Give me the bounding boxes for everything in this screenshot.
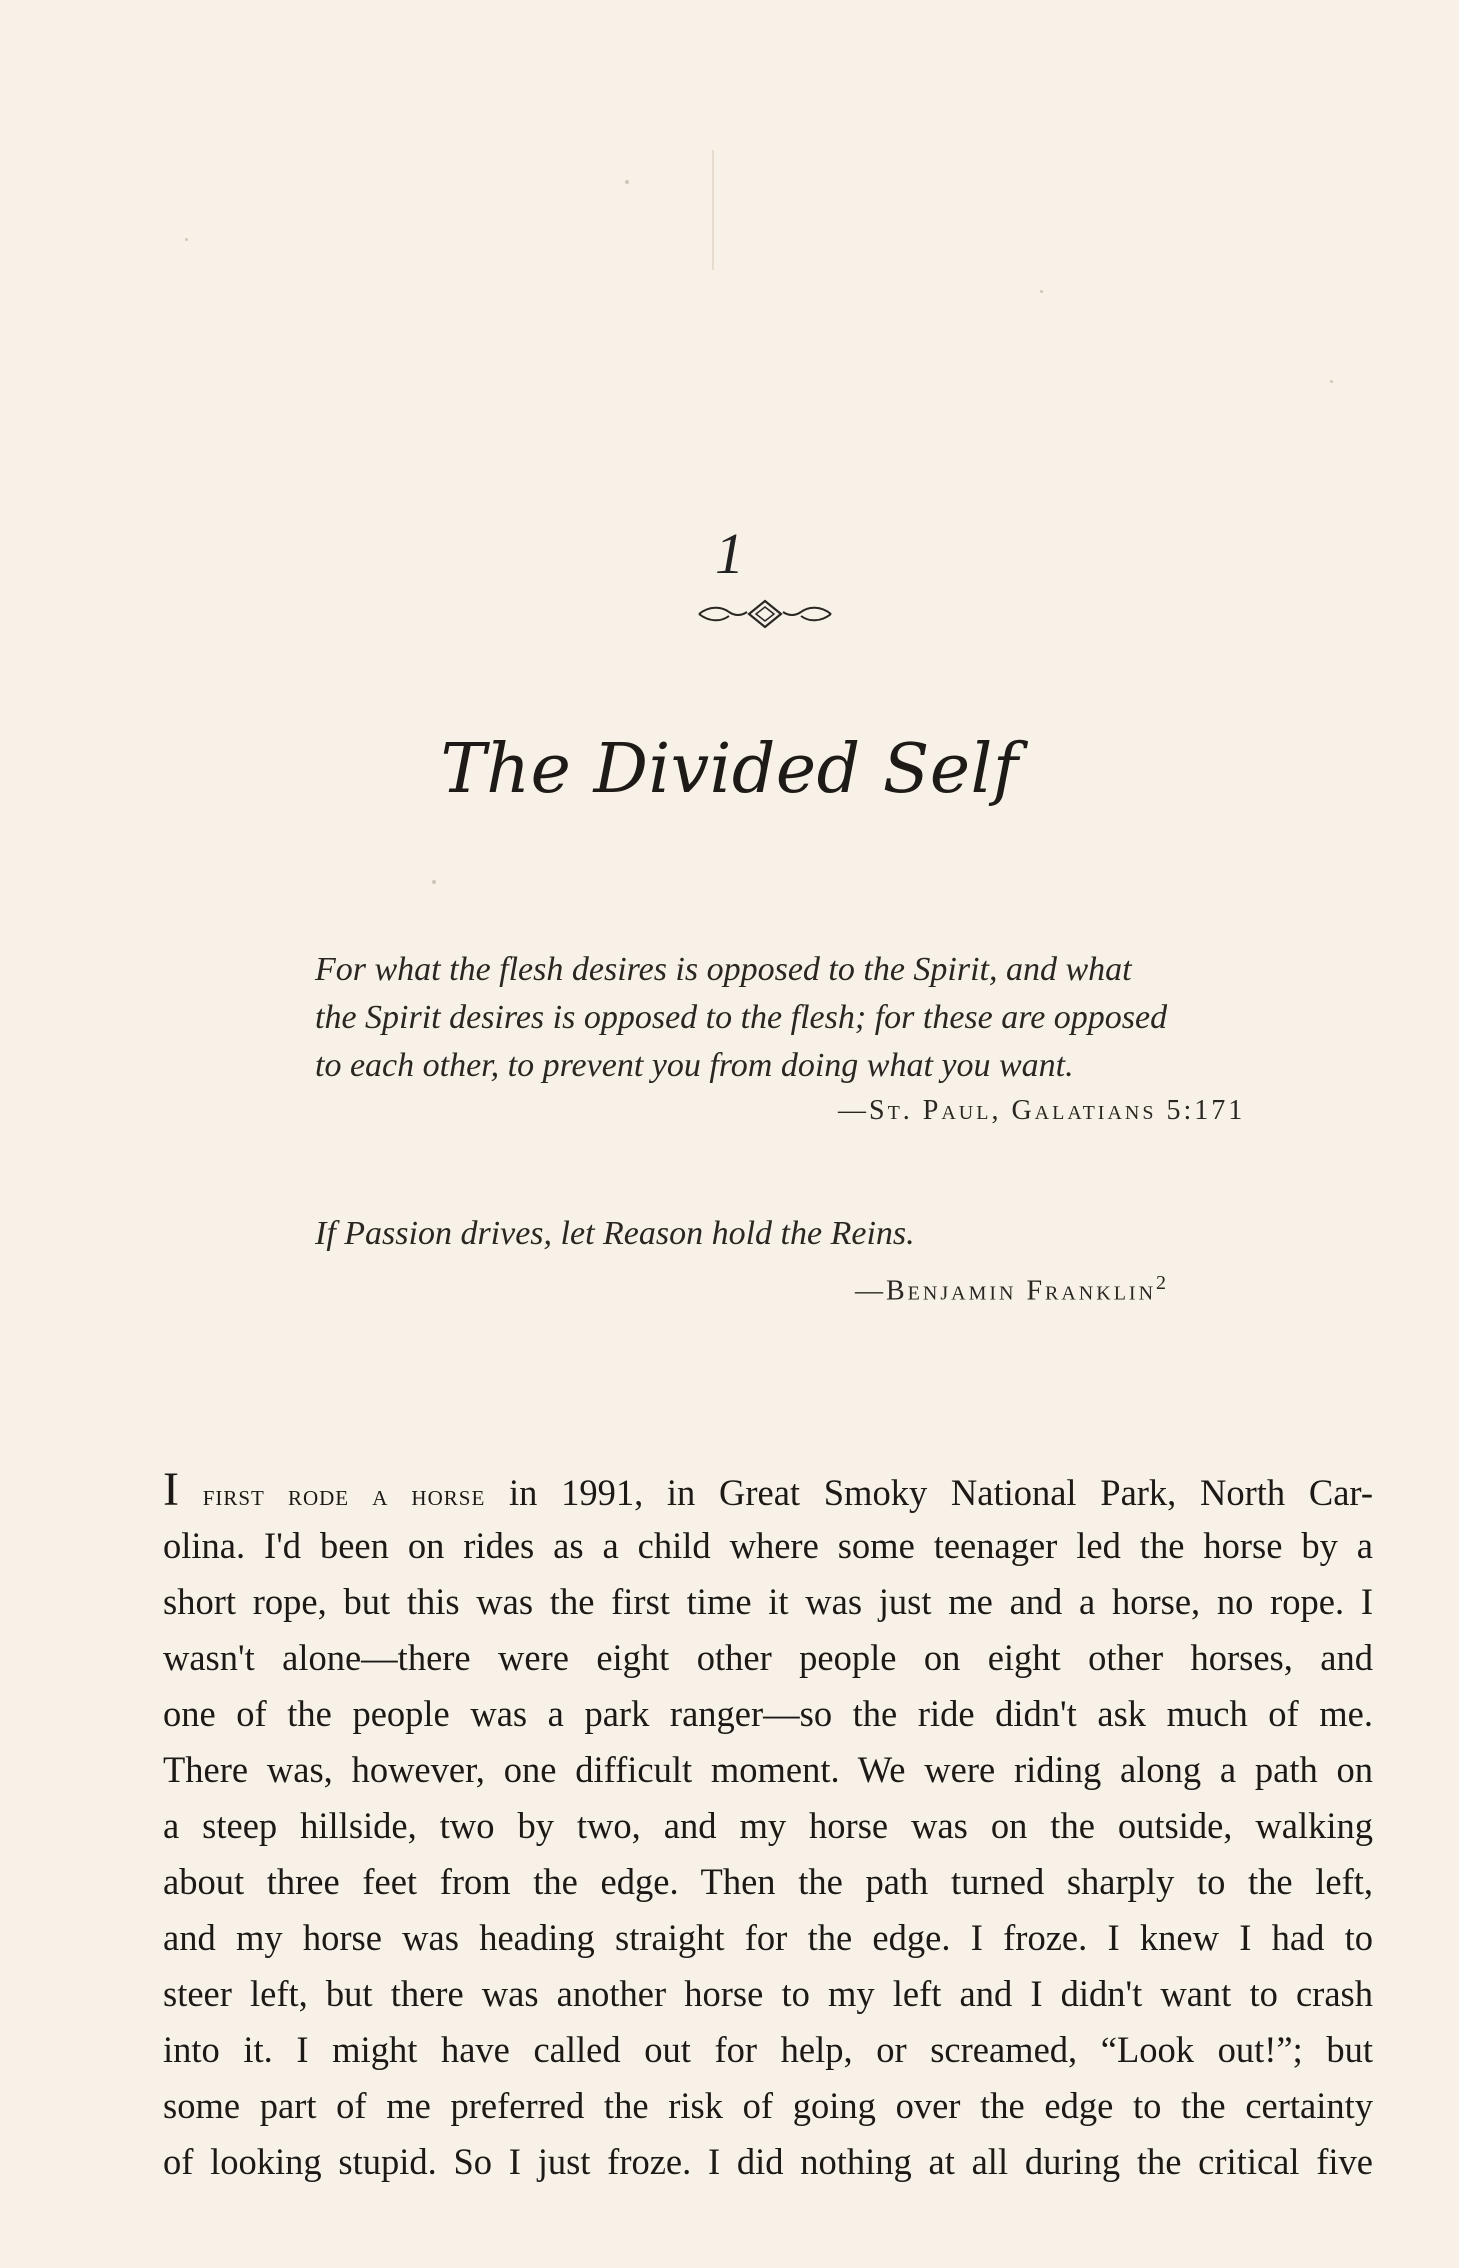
drop-cap: I <box>163 1463 179 1516</box>
body-line <box>163 1462 1373 1518</box>
epigraph-line: If Passion drives, let Reason hold the Reins. <box>315 1215 915 1252</box>
footnote-marker: 2 <box>1156 1272 1167 1294</box>
body-line: short rope, but this was the first time it was just me and a horse, no rope. I <box>163 1581 1373 1622</box>
epigraph-line: For what the flesh desires is opposed to the Spirit, and what <box>315 951 1132 988</box>
body-line: and my horse was heading straight for the edge. I froze. I knew I had to <box>163 1917 1373 1958</box>
body-line-text: in 1991, in Great Smoky National Park, North Car- <box>508 1472 1373 1513</box>
epigraph-attribution <box>838 1095 1245 1127</box>
chapter-number: 1 <box>715 521 744 586</box>
epigraph-line: the Spirit desires is opposed to the flesh; for these are opposed <box>315 999 1168 1036</box>
chapter-title: The Divided Self <box>440 730 1019 809</box>
body-line: wasn't alone—there were eight other people on eight other horses, and <box>163 1637 1373 1678</box>
body-line: There was, however, one difficult moment. We were riding along a path on <box>163 1749 1373 1790</box>
epigraph-attribution <box>855 1272 1166 1307</box>
ornament-flourish-icon <box>695 596 835 632</box>
body-line: some part of me preferred the risk of going over the edge to the certainty <box>163 2085 1373 2126</box>
scan-speck <box>1330 380 1333 383</box>
epigraph-line: to each other, to prevent you from doing what you want. <box>315 1047 1074 1084</box>
scan-streak <box>712 150 714 270</box>
attribution-text: —St. Paul, Galatians 5:17 <box>838 1095 1229 1126</box>
body-paragraph <box>163 1462 1373 2190</box>
body-line: about three feet from the edge. Then the path turned sharply to the left, <box>163 1861 1373 1902</box>
scan-speck <box>625 180 629 184</box>
body-line: steer left, but there was another horse to my left and I didn't want to crash <box>163 1973 1373 2014</box>
scan-speck <box>1040 290 1043 293</box>
body-line: one of the people was a park ranger—so the ride didn't ask much of me. <box>163 1693 1373 1734</box>
footnote-marker: 1 <box>1228 1095 1246 1126</box>
scan-speck <box>185 238 188 241</box>
attribution-text: —Benjamin Franklin <box>855 1275 1157 1307</box>
epigraph-quote <box>315 946 1215 1090</box>
epigraph-quote <box>315 1210 1215 1258</box>
lead-in: first rode a horse <box>202 1479 486 1512</box>
body-line: of looking stupid. So I just froze. I did nothing at all during the critical five <box>163 2141 1373 2182</box>
body-line: olina. I'd been on rides as a child where some teenager led the horse by a <box>163 1525 1373 1566</box>
scan-speck <box>432 880 436 884</box>
body-line: into it. I might have called out for help, or screamed, “Look out!”; but <box>163 2029 1373 2070</box>
body-line: a steep hillside, two by two, and my horse was on the outside, walking <box>163 1805 1373 1846</box>
